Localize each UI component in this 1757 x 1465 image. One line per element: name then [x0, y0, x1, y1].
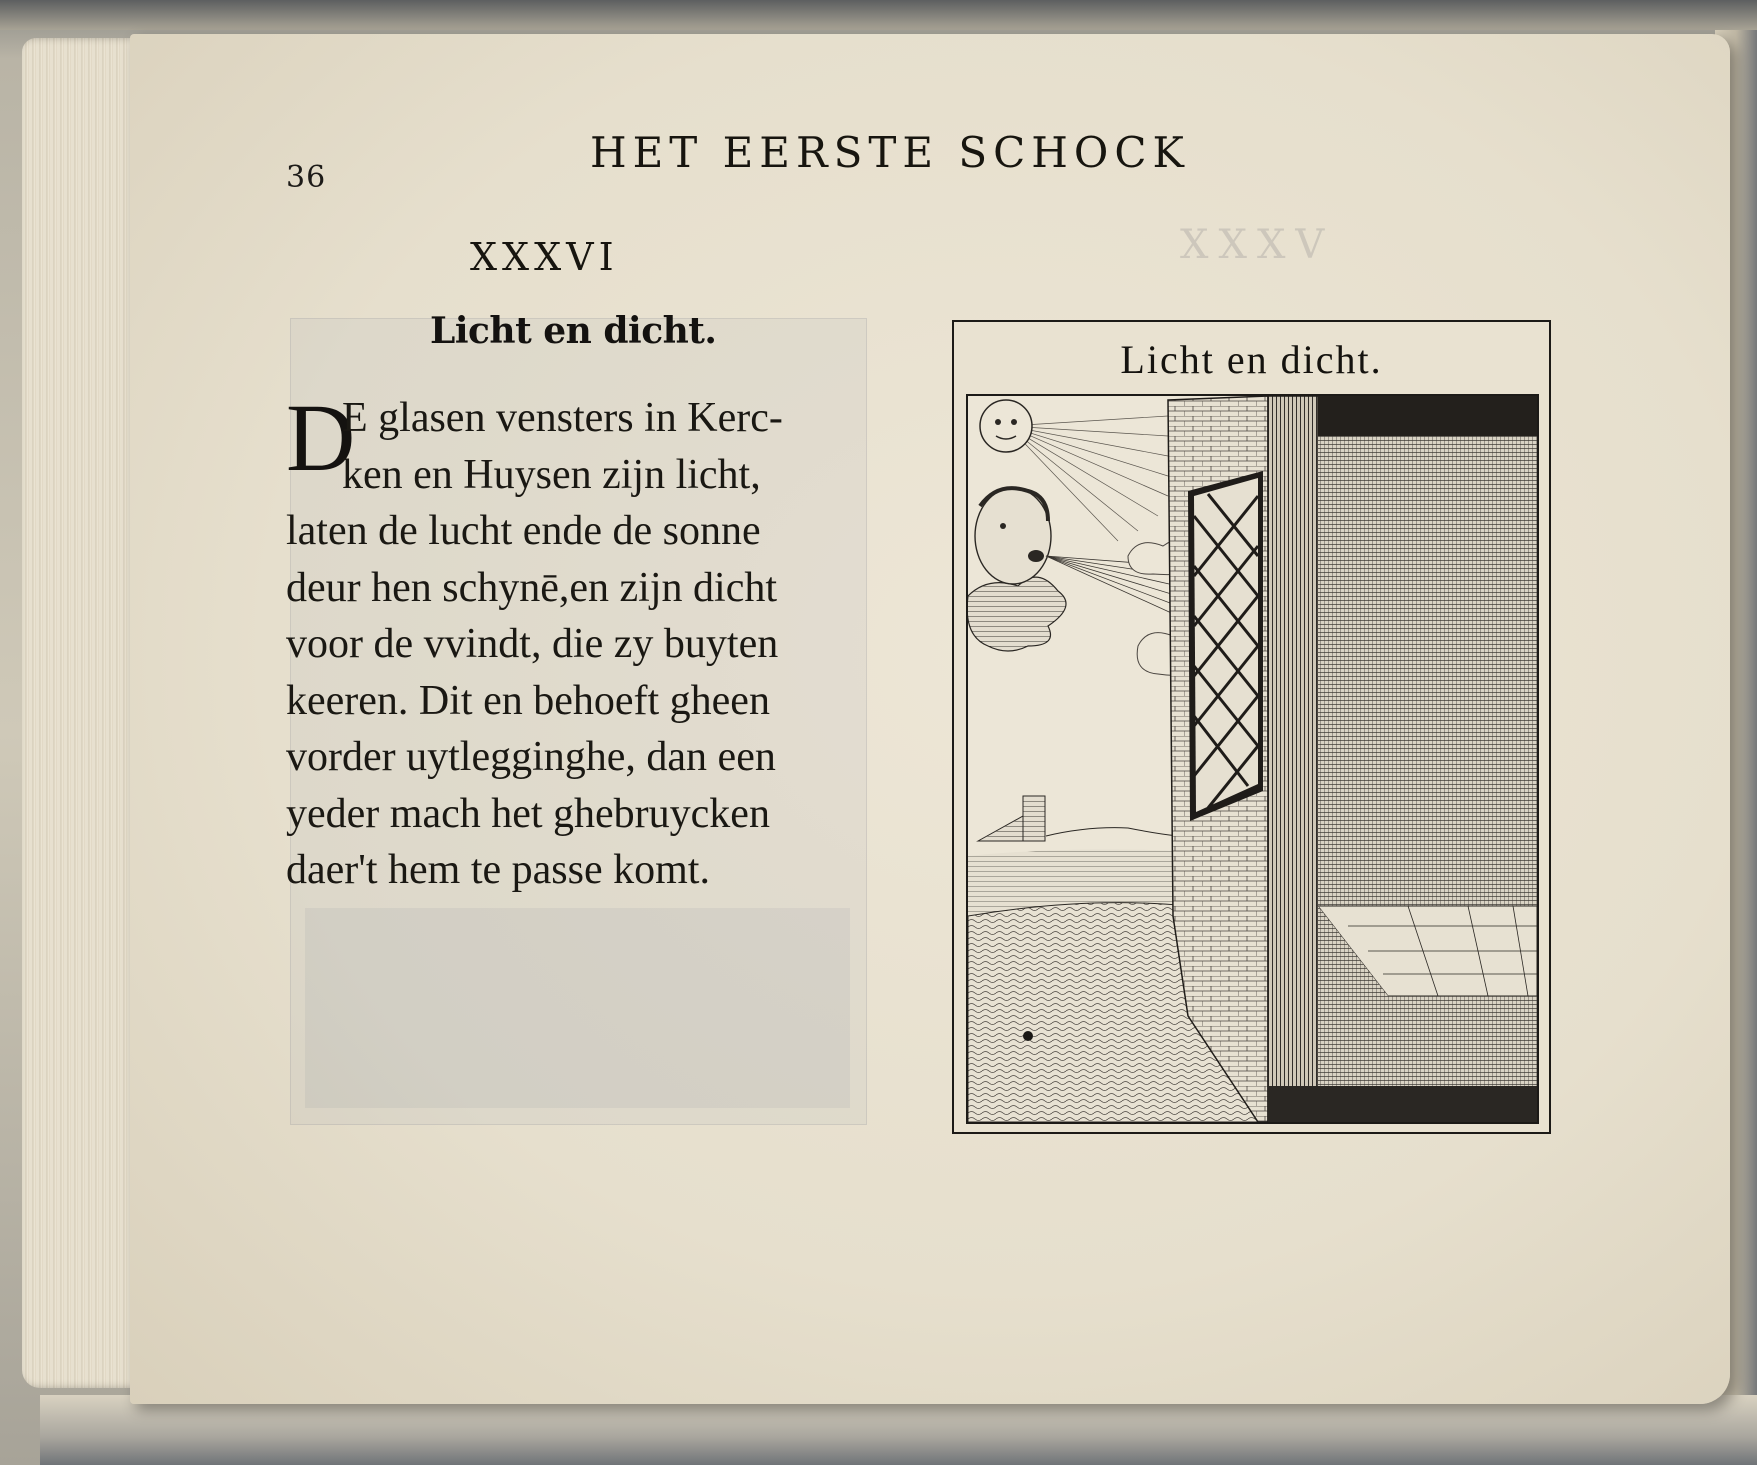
show-through-text: XXXV: [1180, 222, 1335, 268]
text-line: voor de vvindt, die zy buyten: [286, 621, 779, 667]
threshold: [1268, 1086, 1537, 1122]
lattice-window: [1188, 471, 1263, 821]
ink-spot: [1023, 1031, 1033, 1041]
interior-wall: [1318, 436, 1537, 906]
text-line: keeren. Dit en behoeft gheen: [286, 677, 770, 724]
emblem-text: [286, 384, 866, 899]
text-line: ken en Huysen zijn licht,: [342, 451, 761, 498]
text-line: E glasen vensters in Kerc-: [342, 395, 783, 441]
text-line: daer't hem te passe komt.: [286, 847, 710, 893]
page-number: 36: [286, 160, 327, 195]
engraving-image: [966, 394, 1539, 1124]
text-line: deur hen schynē,en zijn dicht: [286, 564, 777, 611]
plate-title: Licht en dicht.: [1120, 337, 1383, 382]
text-line: yeder mach het ghebruycken: [286, 790, 770, 837]
sun-icon: [980, 400, 1032, 452]
page-bottom-edge: [40, 1395, 1757, 1465]
emblem-number: XXXVI: [470, 235, 619, 279]
page-stack: [22, 38, 142, 1388]
running-head: HET EERSTE SCHOCK: [590, 128, 1190, 177]
drop-cap: D: [286, 384, 356, 491]
door-frame: [1268, 396, 1318, 1122]
emblem-plate: [952, 320, 1551, 1134]
text-line: vorder uytlegginghe, dan een: [286, 734, 776, 780]
interior-lintel: [1318, 396, 1537, 436]
emblem-motto: Licht en dicht.: [430, 310, 717, 352]
show-through-shadow: [305, 908, 850, 1108]
text-line: laten de lucht ende de sonne: [286, 508, 761, 554]
cover-top-edge: [0, 0, 1757, 30]
